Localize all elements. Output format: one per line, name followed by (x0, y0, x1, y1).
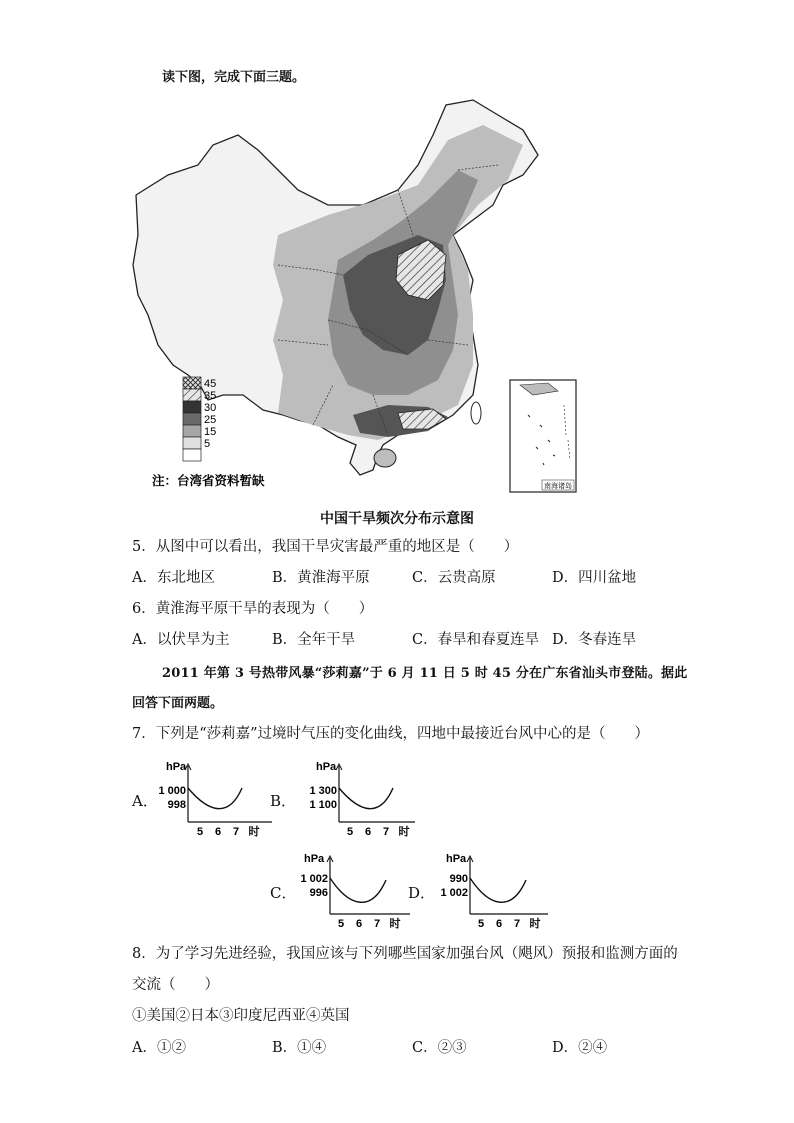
graph-b-ytick-2: 1 100 (309, 799, 337, 811)
graph-d-unit: hPa (446, 853, 467, 865)
map-legend (183, 377, 216, 461)
question-8-options (132, 1036, 672, 1057)
inset-label: 南海诸岛 (544, 482, 572, 490)
question-5-options (132, 566, 672, 587)
graph-b-curve (339, 788, 393, 809)
passage-line-2: 回答下面两题。 (132, 696, 224, 711)
map-note: 注：台湾省资料暂缺 (152, 473, 265, 488)
graph-c-ytick-1: 1 002 (300, 873, 328, 885)
taiwan-island (471, 402, 481, 424)
graph-b-svg (292, 758, 417, 838)
graph-d-xunit: 时 (529, 918, 541, 930)
graph-c-ytick-2: 996 (309, 887, 328, 899)
legend-swatch-25 (183, 413, 201, 425)
legend-label-30: 30 (204, 402, 217, 414)
question-7: 7．下列是“莎莉嘉”过境时气压的变化曲线，四地中最接近台风中心的是（ ） (132, 726, 650, 742)
question-8-items: ①美国②日本③印度尼西亚④英国 (132, 1008, 350, 1024)
graph-a-xtick-7: 7 (232, 826, 240, 838)
graph-a-label[interactable]: A． (132, 792, 158, 810)
graph-a-ytick-1: 1 000 (158, 785, 186, 797)
graph-d-xtick-5: 5 (477, 918, 485, 930)
graph-b-xtick-5: 5 (346, 826, 354, 838)
legend-label-25: 25 (204, 414, 217, 426)
graph-b-xunit: 时 (398, 826, 410, 838)
graph-c-xtick-7: 7 (373, 918, 381, 930)
graph-a-unit: hPa (166, 761, 187, 773)
graph-a-svg (154, 758, 274, 838)
graph-d-label[interactable]: D． (408, 884, 436, 902)
graph-d-curve (470, 878, 526, 902)
q8-option-b[interactable]: B．①④ (272, 1040, 327, 1056)
graph-a-curve (188, 788, 242, 809)
question-6-options (132, 628, 672, 649)
q8-option-d[interactable]: D．②④ (552, 1040, 608, 1056)
graph-c-unit: hPa (304, 853, 325, 865)
graph-c-xtick-6: 6 (355, 918, 363, 930)
graph-c-xunit: 时 (389, 918, 401, 930)
legend-label-5: 5 (204, 438, 211, 450)
graph-b-xtick-6: 6 (364, 826, 372, 838)
graph-c-label[interactable]: C． (270, 884, 297, 902)
graph-b-label[interactable]: B． (270, 792, 297, 810)
q5-option-d[interactable]: D．四川盆地 (552, 570, 637, 586)
drought-frequency-map (128, 95, 588, 495)
legend-label-45: 45 (204, 378, 217, 390)
legend-swatch-35 (183, 389, 201, 401)
question-8-line-1: 8．为了学习先进经验，我国应该与下列哪些国家加强台风（飓风）预报和监测方面的 (132, 946, 678, 962)
question-5: 5．从图中可以看出，我国干旱灾害最严重的地区是（ ） (132, 539, 519, 555)
legend-swatch-45 (183, 377, 201, 389)
graph-d-ytick-2: 1 002 (440, 887, 468, 899)
graph-d-xtick-6: 6 (495, 918, 503, 930)
q5-option-a[interactable]: A．东北地区 (132, 570, 215, 586)
q6-option-c[interactable]: C．春旱和春夏连旱 (412, 632, 540, 648)
china-map-svg (128, 95, 588, 495)
graph-c-curve (330, 878, 386, 902)
graph-c-svg (292, 850, 417, 930)
q8-option-a[interactable]: A．①② (132, 1040, 186, 1056)
graph-b-ytick-1: 1 300 (309, 785, 337, 797)
graph-b-xtick-7: 7 (382, 826, 390, 838)
graph-a-xtick-6: 6 (214, 826, 222, 838)
graph-a-xtick-5: 5 (196, 826, 204, 838)
intro-instruction: 读下图，完成下面三题。 (162, 70, 306, 85)
q6-option-d[interactable]: D．冬春连旱 (552, 632, 637, 648)
south-china-sea-inset (510, 380, 576, 492)
legend-label-15: 15 (204, 426, 217, 438)
graph-a-ytick-2: 998 (167, 799, 186, 811)
legend-swatch-0 (183, 449, 201, 461)
passage-line-1: 2011 年第 3 号热带风暴“莎莉嘉”于 6 月 11 日 5 时 45 分在广东省汕头市登陆。据此 (162, 666, 688, 681)
graph-d-ytick-1: 990 (449, 873, 468, 885)
question-8-line-2: 交流（ ） (132, 977, 219, 993)
legend-swatch-15 (183, 425, 201, 437)
question-6: 6．黄淮海平原干旱的表现为（ ） (132, 601, 374, 617)
graph-d-svg (430, 850, 555, 930)
graph-d-xtick-7: 7 (513, 918, 521, 930)
hainan-island (374, 449, 396, 467)
q8-option-c[interactable]: C．②③ (412, 1040, 467, 1056)
graph-b-unit: hPa (316, 761, 337, 773)
q6-option-a[interactable]: A．以伏旱为主 (132, 632, 230, 648)
legend-swatch-5 (183, 437, 201, 449)
legend-label-35: 35 (204, 390, 217, 402)
map-caption: 中国干旱频次分布示意图 (320, 511, 474, 527)
legend-swatch-30 (183, 401, 201, 413)
graph-a-xunit: 时 (248, 826, 260, 838)
graph-c-xtick-5: 5 (337, 918, 345, 930)
q5-option-c[interactable]: C．云贵高原 (412, 570, 496, 586)
q5-option-b[interactable]: B．黄淮海平原 (272, 570, 370, 586)
q6-option-b[interactable]: B．全年干旱 (272, 632, 356, 648)
